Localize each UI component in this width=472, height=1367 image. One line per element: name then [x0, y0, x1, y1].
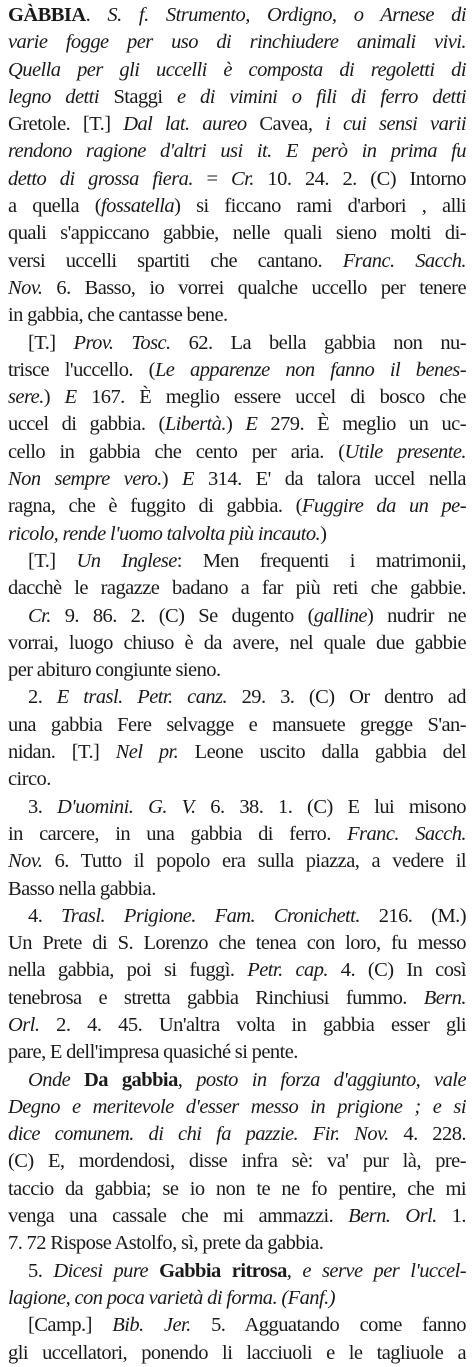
text-span: 6. Tutto il popolo era sulla piazza, a vedere il: [42, 850, 466, 873]
text-span: 4.: [28, 904, 62, 927]
italic-text: Bern.: [423, 986, 466, 1009]
entry-line: [8, 1012, 466, 1039]
headword: GÀBBIA: [8, 4, 86, 26]
entry-line: [8, 821, 466, 848]
italic-text: Degno e meritevole d'esser messo in prigione ; e si: [8, 1095, 466, 1118]
italic-text: sere.: [8, 386, 44, 409]
text-span: cello in gabbia che cento per aria. (: [8, 440, 345, 463]
entry-line: [8, 794, 466, 821]
entry-line: [8, 848, 466, 875]
italic-text: detto di grossa fiera.: [8, 167, 193, 190]
entry-line: [8, 384, 466, 411]
text-span: ragna, che è fuggito di gabbia. (: [8, 495, 302, 518]
entry-line: [8, 330, 466, 357]
italic-text: Nov.: [8, 276, 43, 299]
italic-text: legno detti: [8, 85, 114, 108]
entry-line: [8, 957, 466, 984]
text-span: venga una cassale che mi ammazzi.: [8, 1205, 349, 1228]
text-span: [T.]: [82, 113, 111, 136]
italic-text: E: [64, 386, 77, 409]
italic-text: Dicesi pure: [53, 1259, 160, 1282]
text-span: 4. 228.: [388, 1123, 466, 1146]
text-span: .: [85, 4, 108, 26]
entry-line: [8, 439, 466, 466]
italic-text: Orl.: [8, 1013, 40, 1036]
italic-text: Bib. Jer.: [112, 1314, 191, 1337]
text-span: [T.]: [28, 331, 74, 354]
text-span: 2. 4. 45. Un'altra volta in gabbia esser gli: [39, 1013, 466, 1036]
italic-text: Non sempre vero.: [8, 468, 162, 491]
text-span: 62. La bella gabbia non nu-: [170, 331, 466, 354]
entry-line: [8, 766, 466, 793]
text-span: nella gabbia, poi si fuggì.: [8, 959, 248, 982]
entry-line: [8, 466, 466, 493]
italic-text: fossatella: [101, 195, 175, 218]
text-span: 3.: [28, 795, 58, 818]
text-span: ) si ficcano rami d'arbori , alli: [174, 195, 466, 218]
text-span: 1.: [436, 1205, 466, 1228]
italic-text: E trasl. Petr. canz.: [56, 686, 228, 709]
entry-line: [8, 84, 466, 111]
text-span: a quella (: [8, 195, 102, 218]
italic-text: Onde: [28, 1068, 85, 1091]
text-span: [T.]: [28, 549, 77, 572]
italic-text: Petr. cap.: [247, 959, 328, 982]
text-span: una gabbia Fere selvagge e mansuete gregge S'an-: [8, 713, 466, 736]
italic-text: , e serve per l'uccel-: [286, 1259, 466, 1282]
text-span: Basso nella gabbia.: [8, 877, 156, 900]
text-span: in carcere, in una gabbia di ferro.: [8, 822, 348, 845]
entry-line: [8, 1340, 466, 1367]
text-span: ): [161, 468, 182, 491]
entry-line: [8, 248, 466, 275]
italic-text: e di vimini o fili di ferro detti: [162, 85, 466, 108]
entry-line: [8, 57, 466, 84]
text-span: 6. Basso, io vorrei qualche uccello per tenere: [42, 276, 466, 299]
entry-line: [8, 1148, 466, 1175]
text-span: 7. 72 Rispose Astolfo, sì, prete da gabbia.: [8, 1232, 324, 1255]
text-span: 29. 3. (C) Or dentro ad: [227, 686, 466, 709]
italic-text: Prov. Tosc.: [73, 331, 171, 354]
entry-line: [8, 220, 466, 247]
italic-text: galline: [313, 604, 367, 627]
italic-text: Cr.: [28, 604, 51, 627]
entry-line: [8, 657, 466, 684]
italic-text: Utile presente.: [344, 440, 466, 463]
text-span: 5. Agguatando come fanno: [190, 1314, 466, 1337]
italic-text: Fuggire da un pe-: [301, 495, 466, 518]
text-span: (C) E, mordendosi, disse infra sè: va' pur là, pre-: [8, 1150, 466, 1173]
entry-line: [8, 1230, 466, 1257]
italic-text: E: [182, 468, 194, 491]
entry-line: [8, 1039, 466, 1066]
text-span: tenebrosa e stretta gabbia Rinchiusi fummo.: [8, 986, 424, 1009]
bold-text: Da gabbia: [84, 1068, 178, 1091]
italic-text: Le apparenze non fanno il benes-: [154, 358, 466, 381]
text-span: 216. (M.): [359, 904, 466, 927]
text-span: 6. 38. 1. (C) E lui misono: [195, 795, 466, 818]
italic-text: E: [245, 413, 258, 436]
text-span: ) nudrir ne: [366, 604, 466, 627]
italic-text: Nel pr.: [115, 741, 179, 764]
text-span: 2.: [28, 686, 57, 709]
entry-line: [8, 575, 466, 602]
entry-line: [8, 493, 466, 520]
italic-text: rendono ragione d'altri usi it. E però in prima fu: [8, 140, 466, 163]
italic-text: , i cui sensi varii: [307, 113, 466, 136]
entry-line: [8, 138, 466, 165]
text-span: 9. 86. 2. (C) Se dugento (: [50, 604, 314, 627]
text-span: gli uccellatori, ponendo li lacciuoli e le tagliuole a: [8, 1341, 466, 1364]
text-span: nidan. [T.]: [8, 741, 116, 764]
entry-line: [8, 1203, 466, 1230]
text-span: ): [320, 522, 327, 545]
italic-text: S. f. Strumento, Ordigno, o Arnese di: [107, 4, 466, 26]
text-span: 279. È meglio un uc-: [257, 413, 466, 436]
entry-line: [8, 1312, 466, 1339]
entry-line: [8, 630, 466, 657]
italic-text: Bern. Orl.: [348, 1205, 437, 1228]
italic-text: Un Inglese: [76, 549, 177, 572]
entry-line: [8, 29, 466, 56]
entry-line: [8, 411, 466, 438]
entry-line: [8, 1121, 466, 1148]
italic-text: D'uomini. G. V.: [57, 795, 196, 818]
text-span: trisce l'uccello. (: [8, 358, 155, 381]
italic-text: Nov.: [8, 850, 43, 873]
italic-text: Libertà.: [164, 413, 226, 436]
text-span: dacchè le ragazze badano a far più reti che gabbie.: [8, 577, 466, 600]
text-span: ): [43, 386, 65, 409]
entry-line: [8, 684, 466, 711]
text-span: ): [225, 413, 246, 436]
entry-line: [8, 1285, 466, 1312]
entry-line: [8, 302, 466, 329]
text-span: Leone uscito dalla gabbia del: [178, 741, 466, 764]
text-span: 167. È meglio essere uccel di bosco che: [76, 386, 466, 409]
entry-line: [8, 876, 466, 903]
entry-line: [8, 739, 466, 766]
italic-text: Quella per gli uccelli è composta di regoletti di: [8, 58, 466, 81]
italic-text: , posto in forza d'aggiunto, vale: [177, 1068, 466, 1091]
text-span: 10. 24. 2. (C) Intorno: [253, 167, 466, 190]
entry-line: [8, 193, 466, 220]
entry-line: [8, 603, 466, 630]
entry-line: [8, 903, 466, 930]
text-span: Un Prete di S. Lorenzo che tenea con loro, fu messo: [8, 932, 466, 955]
text-span: 314. E' da talora uccel nella: [193, 468, 466, 491]
entry-line: [8, 712, 466, 739]
text-span: versi uccelli spartiti che cantano.: [8, 249, 343, 272]
text-span: Cavea: [259, 113, 308, 136]
text-span: Gretole.: [8, 113, 83, 136]
text-span: taccio da gabbia; se io non te ne fo pentire, che mi: [8, 1177, 466, 1200]
bold-text: Gabbia ritrosa: [159, 1259, 287, 1282]
text-span: 5.: [28, 1259, 54, 1282]
entry-line: [8, 166, 466, 193]
text-span: [Camp.]: [28, 1314, 113, 1337]
italic-text: Franc. Sacch.: [347, 822, 466, 845]
italic-text: lagione, con poca varietà di forma. (Fanf.): [8, 1286, 335, 1309]
entry-line: [8, 357, 466, 384]
text-span: uccel di gabbia. (: [8, 413, 165, 436]
text-span: quali s'appiccano gabbie, nelle quali sieno molti di-: [8, 222, 466, 245]
italic-text: Cr.: [231, 167, 254, 190]
entry-line: [8, 930, 466, 957]
text-span: Staggi: [113, 85, 163, 108]
text-span: circo.: [8, 768, 51, 791]
entry-line: [8, 275, 466, 302]
italic-text: Trasl. Prigione. Fam. Cronichett.: [61, 904, 360, 927]
entry-line: [8, 1258, 466, 1285]
italic-text: ricolo, rende l'uomo talvolta più incauto.: [8, 522, 321, 545]
entry-line: [8, 548, 466, 575]
entry-line: [8, 1176, 466, 1203]
text-span: =: [192, 167, 232, 190]
italic-text: varie fogge per uso di rinchiudere animali vivi.: [8, 31, 466, 54]
entry-line: [8, 1067, 466, 1094]
italic-text: Dal lat. aureo: [110, 113, 260, 136]
text-span: vorrai, luogo chiuso è da avere, nel quale due gabbie: [8, 631, 466, 654]
entry-line: [8, 985, 466, 1012]
text-span: per abituro congiunte sieno.: [8, 659, 221, 682]
text-span: pare, E dell'impresa quasiché si pente.: [8, 1041, 298, 1064]
entry-line: [8, 2, 466, 29]
entry-line: [8, 521, 466, 548]
text-span: : Men frequenti i matrimonii,: [176, 549, 466, 572]
italic-text: dice comunem. di chi fa pazzie. Fir. Nov.: [8, 1123, 389, 1146]
italic-text: Franc. Sacch.: [342, 249, 466, 272]
text-span: in gabbia, che cantasse bene.: [8, 304, 228, 327]
entry-line: [8, 1094, 466, 1121]
entry-line: [8, 111, 466, 138]
text-span: 4. (C) In così: [328, 959, 466, 982]
